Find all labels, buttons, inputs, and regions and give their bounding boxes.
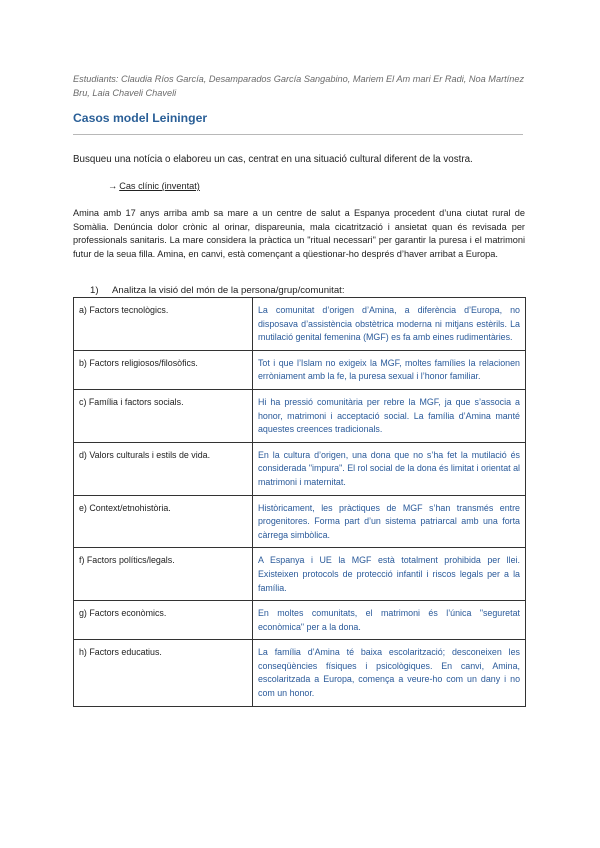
case-heading-label: Cas clínic (inventat) (119, 181, 200, 191)
question-heading (90, 285, 345, 296)
table-row (74, 350, 526, 389)
factors-table (73, 297, 526, 707)
factor-label: f) Factors polítics/legals. (74, 548, 253, 601)
factor-label: b) Factors religiosos/filosòfics. (74, 350, 253, 389)
table-row (74, 601, 526, 640)
case-story: Amina amb 17 anys arriba amb sa mare a un centre de salut a Espanya procedent d’una ciutat rural de Somàlia. Denúncia dolor crònic al orinar, dispareunia, mala cicatrització i ansietat quan és revisada per professionals sanitaris. La mare considera la pràctica un "ritual necessari" per garantir la puresa i el matrimoni futur de la seua filla. Amina, en canvi, està començant a qüestionar-ho després d’haver arribat a Europa. (73, 208, 525, 259)
factor-label: c) Família i factors socials. (74, 389, 253, 442)
factor-text: La família d’Amina té baixa escolarització; desconeixen les conseqüències físiques i psicològiques. En canvi, Amina, escolaritzada a Europa, comença a veure-ho com un dany i no com un honor. (253, 640, 526, 706)
factor-text: En moltes comunitats, el matrimoni és l’única "seguretat econòmica" per a la dona. (253, 601, 526, 640)
case-heading (108, 181, 200, 191)
students-line: Estudiants: Claudia Ríos García, Desamparados García Sangabino, Mariem El Am mari Er Radi, Noa Martínez Bru, Laia Chaveli Chaveli (73, 74, 525, 98)
factor-label: g) Factors econòmics. (74, 601, 253, 640)
factor-label: d) Valors culturals i estils de vida. (74, 442, 253, 495)
factor-text: La comunitat d’origen d’Amina, a diferència d’Europa, no disposava d’assistència obstètrica moderna ni mitjans estèrils. La mutilació genital femenina (MGF) es fa amb eines rudimentàries. (253, 298, 526, 351)
question-text: Analitza la visió del món de la persona/grup/comunitat: (112, 285, 345, 296)
title-divider (73, 134, 523, 135)
table-row (74, 298, 526, 351)
factor-text: Històricament, les pràctiques de MGF s’han transmés entre progenitores. Forma part d’un sistema patriarcal amb una forta càrrega simbòlica. (253, 495, 526, 548)
table-row (74, 442, 526, 495)
factor-text: A Espanya i UE la MGF està totalment prohibida per llei. Existeixen protocols de protecció infantil i riscos legals per a la família. (253, 548, 526, 601)
factor-text: En la cultura d’origen, una dona que no s’ha fet la mutilació és considerada "impura". El rol social de la dona és limitat i orientat al matrimoni i maternitat. (253, 442, 526, 495)
factor-text: Tot i que l’Islam no exigeix la MGF, moltes famílies la relacionen erròniament amb la fe, la puresa sexual i l’honor familiar. (253, 350, 526, 389)
table-row (74, 389, 526, 442)
factor-label: a) Factors tecnològics. (74, 298, 253, 351)
factor-label: e) Context/etnohistòria. (74, 495, 253, 548)
question-number: 1) (90, 285, 99, 296)
factor-text: Hi ha pressió comunitària per rebre la MGF, ja que s’associa a honor, matrimoni i acceptació social. La família d’Amina manté aquestes creences tradicionals. (253, 389, 526, 442)
arrow-right-icon: → (108, 181, 118, 191)
table-row (74, 495, 526, 548)
table-row (74, 640, 526, 706)
assignment-prompt: Busqueu una notícia o elaboreu un cas, centrat en una situació cultural diferent de la vostra. (73, 154, 473, 165)
table-row (74, 548, 526, 601)
factor-label: h) Factors educatius. (74, 640, 253, 706)
page-title: Casos model Leininger (73, 111, 208, 125)
